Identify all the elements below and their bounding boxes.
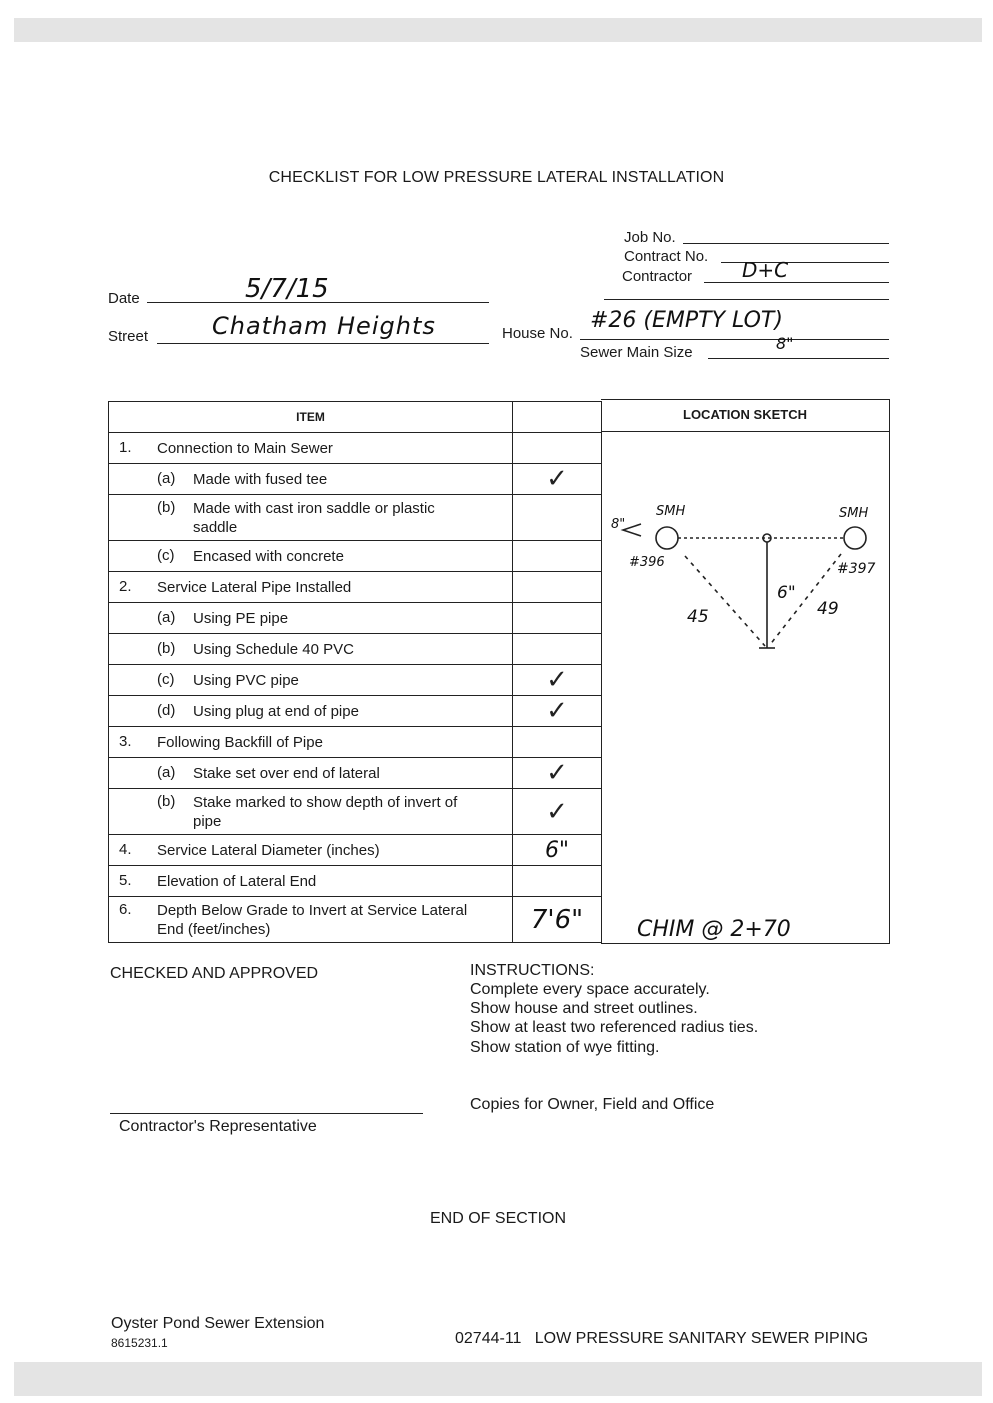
row-sub: (b)	[157, 640, 176, 657]
footer-section: 02744-11 LOW PRESSURE SANITARY SEWER PIPING	[455, 1330, 869, 1347]
row-sub: (a)	[157, 470, 176, 487]
table-row	[109, 789, 602, 835]
job-no-line	[683, 243, 889, 244]
num-396-label: #396	[629, 555, 665, 570]
table-row	[109, 495, 602, 541]
depth-value: 7'6"	[530, 904, 584, 935]
end-of-section: END OF SECTION	[430, 1210, 567, 1227]
tie-49-label: 49	[817, 599, 839, 619]
check-icon: ✓	[546, 796, 568, 827]
row-text: Stake set over end of lateral	[193, 764, 380, 782]
row-text: Encased with concrete	[193, 547, 344, 565]
manhole-right-icon	[844, 527, 866, 549]
instruction-line: Show house and street outlines.	[470, 1000, 698, 1017]
row-text-2: saddle	[193, 518, 238, 536]
row-sub: (a)	[157, 764, 176, 781]
contract-no-label: Contract No.	[624, 248, 709, 265]
copies-text: Copies for Owner, Field and Office	[470, 1096, 715, 1113]
check-icon: ✓	[546, 665, 568, 695]
row-text: Connection to Main Sewer	[157, 439, 333, 457]
num-397-label: #397	[837, 561, 876, 577]
row-text: Service Lateral Diameter (inches)	[157, 841, 380, 859]
smh-left-label: SMH	[656, 504, 686, 519]
tie-45-label: 45	[687, 607, 709, 627]
row-sub: (b)	[157, 793, 176, 810]
street-label: Street	[108, 328, 149, 345]
table-row	[109, 696, 602, 727]
table-row	[109, 665, 602, 696]
row-number: 4.	[119, 841, 132, 858]
row-text: Made with fused tee	[193, 470, 328, 488]
street-line	[157, 343, 489, 344]
footer-project: Oyster Pond Sewer Extension	[111, 1315, 325, 1332]
row-text: Service Lateral Pipe Installed	[157, 578, 352, 596]
sewer-main-size-value: 8"	[776, 334, 794, 353]
row-text: Elevation of Lateral End	[157, 872, 317, 890]
row-text-2: pipe	[193, 812, 222, 830]
location-sketch	[601, 400, 889, 941]
row-text: Using Schedule 40 PVC	[193, 640, 354, 658]
tie-line-left	[685, 556, 765, 646]
arrow-left-icon	[623, 524, 641, 536]
instruction-line: Show at least two referenced radius ties.	[470, 1019, 759, 1036]
signature-line	[110, 1113, 423, 1114]
row-number: 1.	[119, 439, 132, 456]
row-text: Using PVC pipe	[193, 671, 299, 689]
checked-approved-label: CHECKED AND APPROVED	[110, 965, 319, 982]
house-no-line	[580, 339, 889, 340]
scan-bottom-band	[14, 1362, 982, 1396]
diameter-value: 6"	[544, 837, 570, 863]
row-sub: (a)	[157, 609, 176, 626]
lateral-size-label: 6"	[777, 583, 796, 603]
table-row	[109, 727, 602, 758]
date-label: Date	[108, 290, 140, 307]
row-sub: (d)	[157, 702, 176, 719]
job-no-label: Job No.	[624, 229, 676, 246]
contractor-line	[704, 282, 889, 283]
instructions-heading: INSTRUCTIONS:	[470, 962, 595, 979]
instruction-line: Complete every space accurately.	[470, 981, 710, 998]
table-row	[109, 433, 602, 464]
table-row	[109, 897, 602, 943]
table-row	[109, 464, 602, 495]
check-icon: ✓	[546, 758, 568, 788]
row-text: Using PE pipe	[193, 609, 289, 627]
check-icon: ✓	[546, 696, 568, 726]
house-no-value: #26 (EMPTY LOT)	[590, 308, 783, 333]
page-title: CHECKLIST FOR LOW PRESSURE LATERAL INSTALLATION	[268, 169, 725, 186]
table-row	[109, 835, 602, 866]
station-label: CHIM @ 2+70	[637, 917, 791, 941]
sewer-main-size-line	[708, 358, 889, 359]
row-text: Following Backfill of Pipe	[157, 733, 323, 751]
date-value: 5/7/15	[245, 274, 329, 304]
mark-header	[513, 402, 602, 433]
instruction-line: Show station of wye fitting.	[470, 1039, 660, 1056]
table-row	[109, 572, 602, 603]
house-no-label: House No.	[502, 325, 573, 342]
row-text-2: End (feet/inches)	[157, 920, 271, 938]
table-row	[109, 541, 602, 572]
manhole-left-icon	[656, 527, 678, 549]
row-sub: (b)	[157, 499, 176, 516]
row-text: Made with cast iron saddle or plastic	[193, 499, 435, 517]
scan-top-band	[14, 18, 982, 42]
size-8-label: 8"	[611, 517, 626, 532]
location-sketch-box	[601, 399, 890, 944]
sewer-main-size-label: Sewer Main Size	[580, 344, 693, 361]
contractor-value: D+C	[742, 258, 789, 282]
contractor-label: Contractor	[622, 268, 693, 285]
table-row	[109, 603, 602, 634]
row-number: 6.	[119, 901, 132, 918]
rep-label: Contractor's Representative	[119, 1118, 317, 1135]
table-row	[109, 866, 602, 897]
row-sub: (c)	[157, 547, 175, 564]
checklist-table	[108, 401, 602, 943]
row-text: Using plug at end of pipe	[193, 702, 359, 720]
street-value: Chatham Heights	[212, 312, 436, 340]
row-sub: (c)	[157, 671, 175, 688]
row-text: Depth Below Grade to Invert at Service Lateral	[157, 901, 468, 919]
row-number: 5.	[119, 872, 132, 889]
table-row	[109, 758, 602, 789]
footer-project-no: 8615231.1	[111, 1336, 168, 1347]
row-number: 3.	[119, 733, 132, 750]
table-row	[109, 634, 602, 665]
row-number: 2.	[119, 578, 132, 595]
smh-right-label: SMH	[839, 506, 869, 521]
row-text: Stake marked to show depth of invert of	[193, 793, 458, 811]
check-icon: ✓	[546, 464, 568, 494]
sketch-header: LOCATION SKETCH	[601, 400, 889, 432]
blank-line	[604, 299, 889, 300]
item-header: ITEM	[109, 402, 513, 433]
